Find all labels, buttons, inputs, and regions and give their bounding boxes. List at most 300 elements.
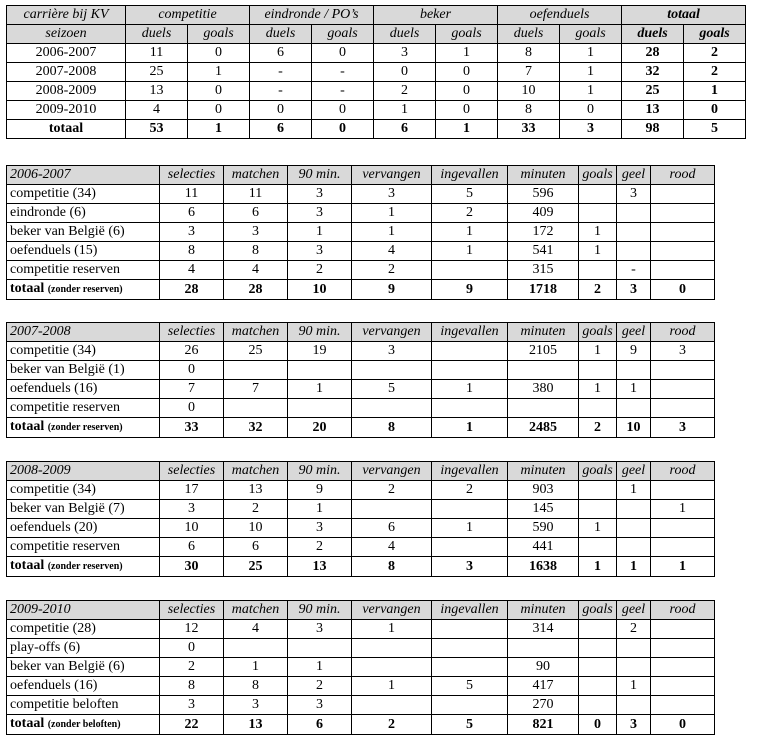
stat-cell [651,223,715,242]
stat-cell [352,361,432,380]
total-cell: 0 [312,120,374,139]
column-header: 90 min. [288,166,352,185]
column-header: ingevallen [432,462,508,481]
total-cell: 2 [352,715,432,735]
stat-cell: 1 [684,82,746,101]
total-cell: 25 [224,557,288,577]
season-title: 2009-2010 [7,601,160,620]
total-cell: 13 [288,557,352,577]
stat-cell: 7 [498,63,560,82]
column-header: geel [617,601,651,620]
stat-cell: 3 [617,185,651,204]
stat-cell: 10 [224,519,288,538]
stat-cell [651,242,715,261]
stat-cell: 1 [579,342,617,361]
stat-cell: 2 [684,63,746,82]
total-cell: 0 [651,715,715,735]
stat-cell [651,620,715,639]
career-season-row [7,82,746,101]
stat-cell [579,204,617,223]
total-cell: 2485 [508,418,579,438]
season-header-row [7,601,715,620]
stat-cell: 10 [160,519,224,538]
stat-cell: 4 [160,261,224,280]
stat-cell: 28 [622,44,684,63]
stat-cell: 596 [508,185,579,204]
stat-cell [651,519,715,538]
column-header: rood [651,166,715,185]
stat-cell [352,639,432,658]
career-subheader-cell: goals [312,25,374,44]
column-header: geel [617,462,651,481]
stat-cell [579,185,617,204]
stat-cell [651,639,715,658]
total-cell: 1 [579,557,617,577]
stat-cell: 1 [288,500,352,519]
stat-cell: 0 [436,101,498,120]
season-label: 2009-2010 [7,101,126,120]
stat-cell [617,639,651,658]
competition-row [7,481,715,500]
total-cell: 1 [188,120,250,139]
stat-cell [651,481,715,500]
career-header-label: carrière bij KV [7,6,126,25]
stat-cell: 7 [224,380,288,399]
stat-cell: 903 [508,481,579,500]
stat-cell: 6 [160,538,224,557]
stat-cell: 1 [560,82,622,101]
stat-cell: 6 [224,538,288,557]
stat-cell: 4 [352,538,432,557]
stat-cell [352,399,432,418]
stat-cell: 315 [508,261,579,280]
stat-cell: 1 [224,658,288,677]
stat-cell: 4 [224,620,288,639]
stat-cell: 0 [160,399,224,418]
stat-cell: - [617,261,651,280]
competition-label: competitie (34) [7,185,160,204]
competition-label: competitie (34) [7,342,160,361]
stat-cell [617,500,651,519]
total-cell: 28 [224,280,288,300]
stat-cell: 11 [126,44,188,63]
stat-cell: 8 [224,242,288,261]
column-header: 90 min. [288,601,352,620]
career-summary-table [6,5,746,139]
stat-cell: 1 [288,658,352,677]
stat-cell [617,696,651,715]
stat-cell [579,620,617,639]
column-header: ingevallen [432,323,508,342]
stat-cell [651,677,715,696]
season-title: 2006-2007 [7,166,160,185]
stat-cell: 0 [374,63,436,82]
stat-cell: 13 [224,481,288,500]
total-cell: 0 [651,280,715,300]
stat-cell [432,342,508,361]
stat-cell [579,361,617,380]
stat-cell: 1 [651,500,715,519]
stat-cell: 380 [508,380,579,399]
column-header: minuten [508,166,579,185]
stat-cell: 1 [288,223,352,242]
stat-cell [651,658,715,677]
career-season-row [7,63,746,82]
stat-cell: 3 [651,342,715,361]
total-cell: 22 [160,715,224,735]
stat-cell: - [250,63,312,82]
career-header-beker: beker [374,6,498,25]
career-season-row [7,44,746,63]
competition-label: oefenduels (20) [7,519,160,538]
stat-cell: 25 [224,342,288,361]
career-header-totaal: totaal [622,6,746,25]
competition-label: competitie reserven [7,538,160,557]
total-cell: 1 [436,120,498,139]
competition-label: oefenduels (16) [7,677,160,696]
stat-cell: 1 [374,101,436,120]
column-header: geel [617,166,651,185]
column-header: rood [651,601,715,620]
season-table-2006-2007 [6,165,715,300]
stat-cell: 1 [352,677,432,696]
stat-cell: 9 [288,481,352,500]
stat-cell: 172 [508,223,579,242]
stat-cell: 6 [250,44,312,63]
stat-cell [617,361,651,380]
stat-cell [651,380,715,399]
total-cell: 3 [617,715,651,735]
season-table-2009-2010 [6,600,715,735]
competition-label: competitie reserven [7,261,160,280]
competition-label: competitie (28) [7,620,160,639]
competition-row [7,500,715,519]
career-subheader-cell: goals [560,25,622,44]
stat-cell: 1 [617,481,651,500]
total-cell: 3 [651,418,715,438]
stat-cell [579,538,617,557]
stat-cell: 3 [160,696,224,715]
stat-cell: 0 [560,101,622,120]
stat-cell [651,204,715,223]
total-cell: 5 [432,715,508,735]
stat-cell: 3 [224,223,288,242]
stat-cell [432,696,508,715]
stat-cell: 7 [160,380,224,399]
competition-row [7,399,715,418]
total-label: totaal [10,716,45,731]
stat-cell: 3 [224,696,288,715]
stat-cell: 0 [188,44,250,63]
stat-cell: 3 [288,696,352,715]
competition-label: eindronde (6) [7,204,160,223]
career-subheader-cell: duels [498,25,560,44]
stat-cell: 270 [508,696,579,715]
total-cell: 2 [579,280,617,300]
stat-cell [432,261,508,280]
stat-cell: 2 [352,261,432,280]
column-header: rood [651,323,715,342]
stat-cell: 409 [508,204,579,223]
stat-cell: 1 [579,223,617,242]
competition-label: play-offs (6) [7,639,160,658]
stat-cell: 2 [617,620,651,639]
career-subheader-cell: goals [436,25,498,44]
competition-row [7,519,715,538]
total-label-cell [7,715,160,735]
column-header: minuten [508,323,579,342]
stat-cell: 25 [622,82,684,101]
stat-cell: 2105 [508,342,579,361]
stat-cell: 1 [352,223,432,242]
total-note: (zonder beloften) [47,719,121,730]
stat-cell: 1 [560,63,622,82]
stat-cell [579,261,617,280]
stat-cell: 4 [352,242,432,261]
competition-row [7,261,715,280]
column-header: goals [579,462,617,481]
stat-cell [579,639,617,658]
stat-cell: 0 [436,82,498,101]
stat-cell: 10 [498,82,560,101]
stat-cell: 1 [288,380,352,399]
stat-cell: 1 [432,519,508,538]
total-note: (zonder reserven) [47,284,123,295]
stat-cell: 3 [288,204,352,223]
stat-cell [579,658,617,677]
column-header: matchen [224,462,288,481]
total-cell: 10 [617,418,651,438]
total-cell: 28 [160,280,224,300]
competition-label: oefenduels (15) [7,242,160,261]
competition-label: competitie beloften [7,696,160,715]
stat-cell: 3 [288,242,352,261]
stat-cell: - [250,82,312,101]
career-subheader-cell: seizoen [7,25,126,44]
stat-cell [224,361,288,380]
stat-cell: 0 [436,63,498,82]
career-subheader-cell: goals [188,25,250,44]
competition-row [7,380,715,399]
stat-cell: 417 [508,677,579,696]
stat-cell: 1 [188,63,250,82]
stat-cell: 0 [250,101,312,120]
season-title: 2007-2008 [7,323,160,342]
stat-cell: 145 [508,500,579,519]
column-header: goals [579,601,617,620]
competition-row [7,538,715,557]
total-cell: 6 [288,715,352,735]
competition-label: beker van België (6) [7,658,160,677]
stat-cell: 2 [160,658,224,677]
stat-cell [617,204,651,223]
total-cell: 9 [352,280,432,300]
total-cell: 98 [622,120,684,139]
competition-label: beker van België (6) [7,223,160,242]
competition-label: beker van België (1) [7,361,160,380]
stat-cell: 3 [374,44,436,63]
stat-cell [508,639,579,658]
total-cell: 5 [684,120,746,139]
stat-cell [617,658,651,677]
season-label: 2006-2007 [7,44,126,63]
stat-cell [579,677,617,696]
competition-row [7,242,715,261]
stat-cell [288,639,352,658]
stat-cell: 314 [508,620,579,639]
stat-cell [432,658,508,677]
stat-cell: 5 [432,677,508,696]
total-label-cell [7,557,160,577]
stat-cell: 0 [160,639,224,658]
stat-cell [651,399,715,418]
stat-cell: 1 [579,242,617,261]
total-cell: 33 [160,418,224,438]
stat-cell: 90 [508,658,579,677]
stat-cell: 2 [432,204,508,223]
column-header: geel [617,323,651,342]
column-header: vervangen [352,462,432,481]
stat-cell: 0 [160,361,224,380]
stat-cell: 3 [288,620,352,639]
stat-cell: 3 [160,223,224,242]
total-label: totaal [10,419,45,434]
total-cell: 8 [352,557,432,577]
stat-cell: 6 [224,204,288,223]
stat-cell [432,639,508,658]
career-header-competitie: competitie [126,6,250,25]
stat-cell [579,399,617,418]
stat-cell [651,696,715,715]
stat-cell: 3 [288,519,352,538]
stat-cell: 1 [579,519,617,538]
stat-cell [651,361,715,380]
season-table-2007-2008 [6,322,715,438]
season-total-row [7,418,715,438]
stat-cell: 1 [579,380,617,399]
column-header: selecties [160,166,224,185]
stat-cell: 1 [432,223,508,242]
total-cell: 53 [126,120,188,139]
stat-cell: 2 [288,261,352,280]
column-header: selecties [160,462,224,481]
competition-row [7,342,715,361]
total-cell: 1 [617,557,651,577]
total-cell: 6 [374,120,436,139]
column-header: matchen [224,323,288,342]
stat-cell [579,481,617,500]
column-header: minuten [508,462,579,481]
stat-cell: 8 [160,242,224,261]
competition-row [7,185,715,204]
stat-cell [352,696,432,715]
total-cell: 1718 [508,280,579,300]
career-subheader-cell: goals [684,25,746,44]
column-header: 90 min. [288,323,352,342]
stat-cell [617,519,651,538]
career-subheader-cell: duels [374,25,436,44]
stat-cell: 0 [188,101,250,120]
stat-cell [579,696,617,715]
competition-row [7,696,715,715]
career-header-eindronde: eindronde / PO’s [250,6,374,25]
column-header: selecties [160,601,224,620]
stat-cell: 0 [188,82,250,101]
total-cell: 13 [224,715,288,735]
season-header-row [7,323,715,342]
stat-cell [579,500,617,519]
stat-cell: 13 [622,101,684,120]
career-season-row [7,101,746,120]
season-title: 2008-2009 [7,462,160,481]
stat-cell: 13 [126,82,188,101]
career-total-row [7,120,746,139]
competition-label: oefenduels (16) [7,380,160,399]
column-header: matchen [224,166,288,185]
column-header: goals [579,166,617,185]
total-cell: 33 [498,120,560,139]
stat-cell [288,399,352,418]
total-label: totaal [7,120,126,139]
stat-cell [432,538,508,557]
stat-cell: 2 [224,500,288,519]
stat-cell: 1 [560,44,622,63]
stat-cell: 2 [288,677,352,696]
total-cell: 1 [651,557,715,577]
season-table-2008-2009 [6,461,715,577]
competition-row [7,639,715,658]
stat-cell: 1 [617,677,651,696]
competition-row [7,620,715,639]
stat-cell: 2 [288,538,352,557]
column-header: 90 min. [288,462,352,481]
stat-cell: 17 [160,481,224,500]
total-cell: 2 [579,418,617,438]
career-subheader-cell: duels [622,25,684,44]
column-header: vervangen [352,166,432,185]
total-cell: 1 [432,418,508,438]
total-label-cell [7,280,160,300]
stat-cell: 1 [432,380,508,399]
competition-row [7,658,715,677]
stat-cell: 541 [508,242,579,261]
stat-cell: 12 [160,620,224,639]
stat-cell [651,185,715,204]
stat-cell: 19 [288,342,352,361]
stat-cell: 11 [160,185,224,204]
column-header: rood [651,462,715,481]
competition-row [7,677,715,696]
total-cell: 3 [617,280,651,300]
stat-cell: 2 [684,44,746,63]
column-header: matchen [224,601,288,620]
stat-cell [617,223,651,242]
total-cell: 821 [508,715,579,735]
stat-cell: 0 [312,101,374,120]
total-cell: 8 [352,418,432,438]
stat-cell [224,399,288,418]
competition-row [7,223,715,242]
stat-cell: 2 [432,481,508,500]
stat-cell: 1 [352,204,432,223]
stat-cell [432,500,508,519]
competition-row [7,361,715,380]
career-subheader-cell: duels [126,25,188,44]
stat-cell: 5 [352,380,432,399]
stat-cell: 5 [432,185,508,204]
total-label-cell [7,418,160,438]
total-cell: 30 [160,557,224,577]
